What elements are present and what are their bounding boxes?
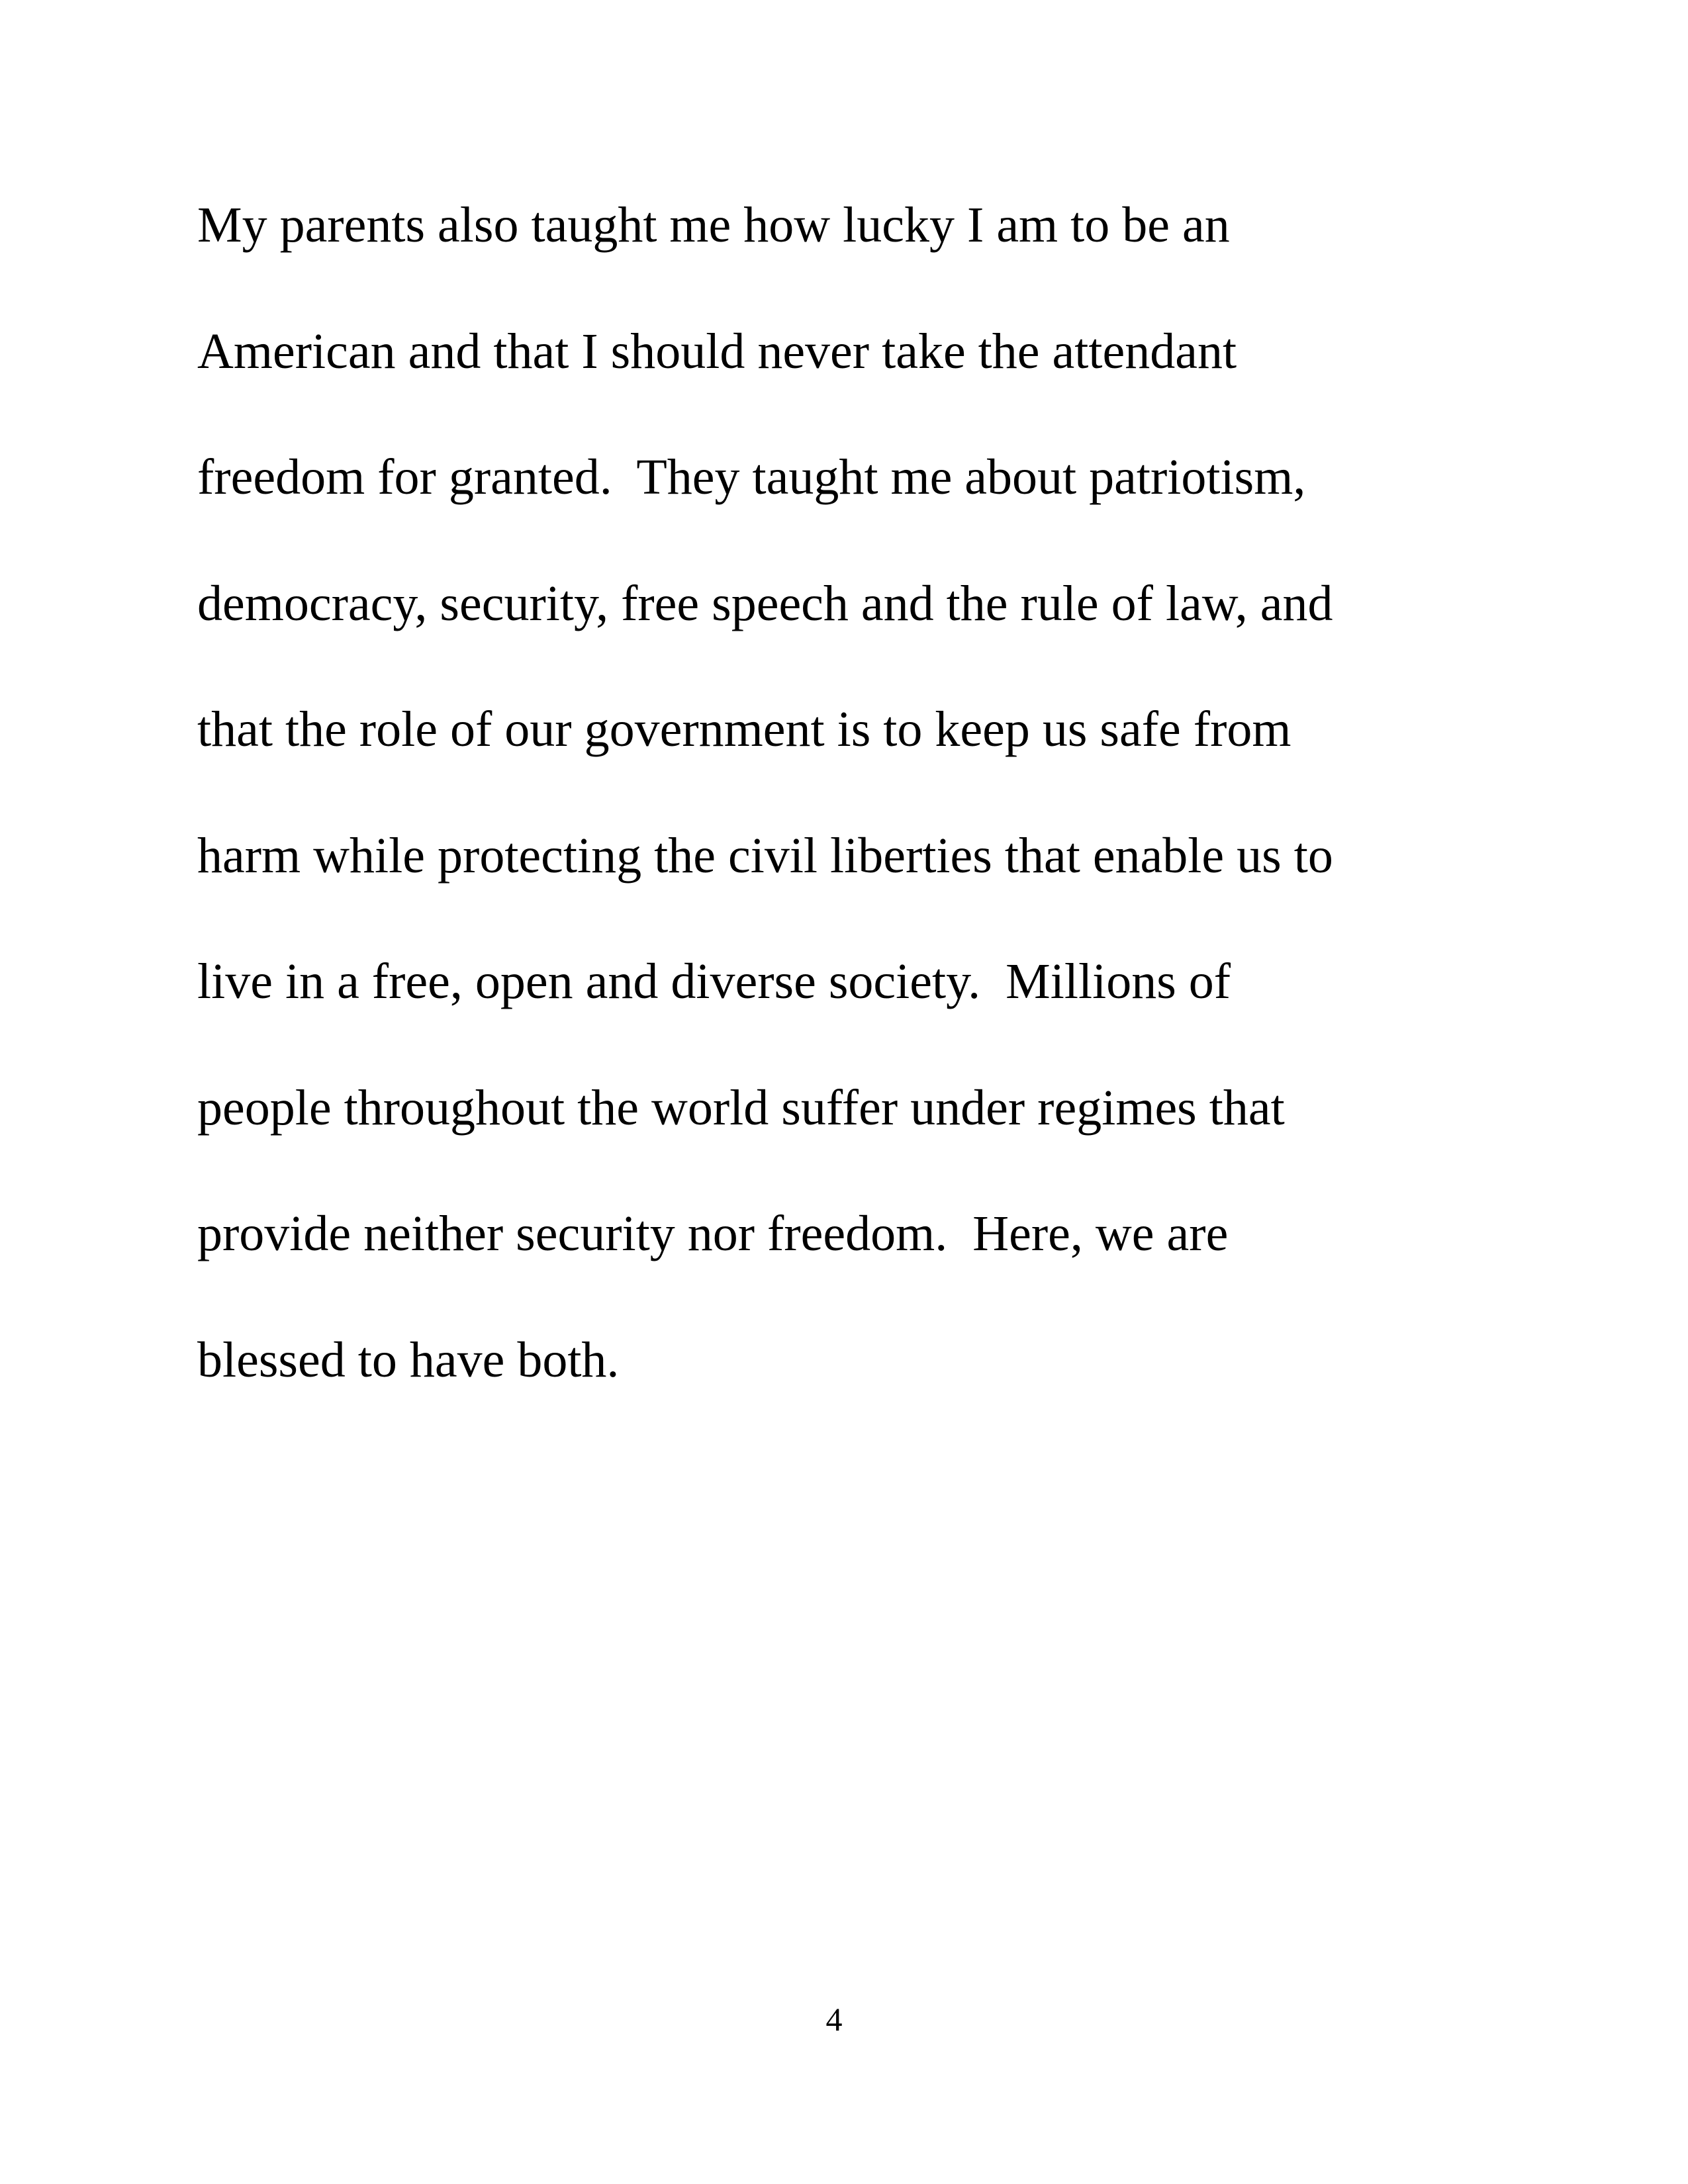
text-line: harm while protecting the civil liberties that enable us to xyxy=(197,827,1333,884)
text-line: live in a free, open and diverse society. Millions of xyxy=(197,954,1231,1009)
page-number: 4 xyxy=(825,2001,843,2038)
text-line: provide neither security nor freedom. Here, we are xyxy=(197,1206,1229,1261)
text-line: democracy, security, free speech and the rule of law, and xyxy=(197,575,1333,631)
text-line: people throughout the world suffer under regimes that xyxy=(197,1079,1285,1136)
text-line: freedom for granted. They taught me about patriotism, xyxy=(197,449,1306,505)
text-line: that the role of our government is to keep us safe from xyxy=(197,702,1291,757)
text-line: American and that I should never take the attendant xyxy=(197,323,1237,379)
text-line: My parents also taught me how lucky I am to be an xyxy=(197,197,1230,253)
text-line: blessed to have both. xyxy=(197,1332,620,1388)
body-paragraph xyxy=(197,192,1333,1453)
